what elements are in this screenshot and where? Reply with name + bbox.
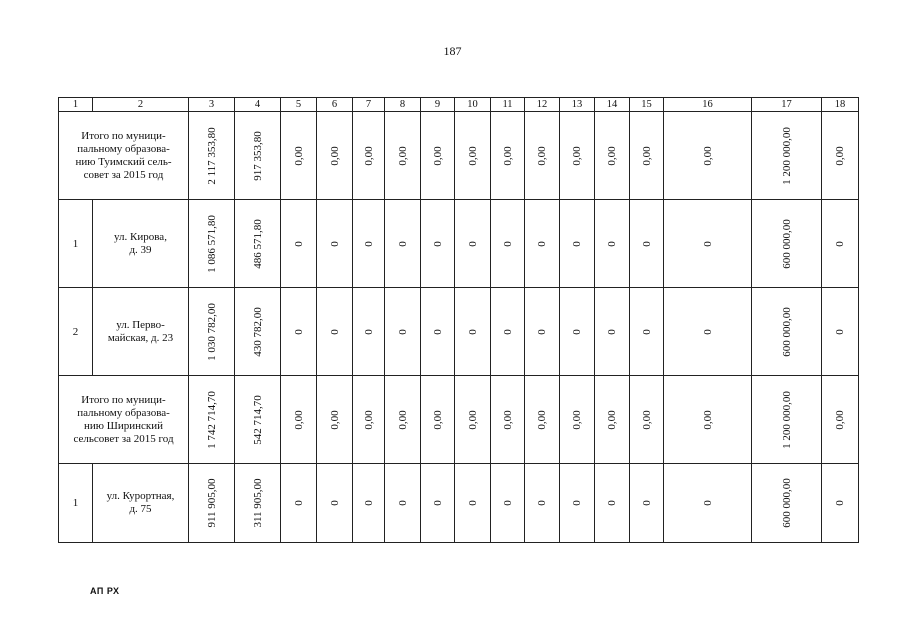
value-cell: [560, 288, 595, 376]
cell-value: 0: [571, 500, 583, 506]
value-cell: [317, 376, 353, 464]
value-cell: [491, 376, 525, 464]
item-row: [59, 464, 859, 543]
cell-value: 0,00: [431, 409, 444, 430]
value-cell: [455, 376, 491, 464]
value-cell: [752, 376, 822, 464]
cell-value: 0: [834, 328, 846, 335]
cell-value: 0: [396, 328, 409, 335]
cell-value: 0: [362, 328, 375, 335]
value-cell: [189, 464, 235, 543]
total-label: [59, 376, 189, 464]
value-cell: [317, 200, 353, 288]
value-cell: [630, 376, 664, 464]
report-table: [58, 97, 859, 543]
value-cell: [421, 464, 455, 543]
cell-value: 0,00: [501, 409, 514, 430]
value-cell: [421, 288, 455, 376]
row-number: 2: [59, 288, 93, 376]
column-header: 4: [235, 98, 281, 112]
address-cell: ул. Кирова, д. 39: [93, 200, 189, 288]
value-cell: [455, 112, 491, 200]
value-cell: [421, 376, 455, 464]
total-row: [59, 376, 859, 464]
cell-value: 0: [571, 240, 583, 247]
total-label: [59, 112, 189, 200]
cell-value: 0: [640, 328, 653, 335]
value-cell: [189, 376, 235, 464]
column-header: 8: [385, 98, 421, 112]
cell-value: 0,00: [571, 409, 583, 430]
cell-value: 0: [431, 500, 444, 506]
cell-value: 0: [571, 328, 583, 335]
value-cell: [595, 112, 630, 200]
value-cell: [822, 376, 859, 464]
value-cell: [385, 200, 421, 288]
column-header: 12: [525, 98, 560, 112]
value-cell: [664, 288, 752, 376]
column-header: 18: [822, 98, 859, 112]
value-cell: [595, 288, 630, 376]
value-cell: [455, 288, 491, 376]
value-cell: [353, 464, 385, 543]
cell-value: 600 000,00: [780, 306, 793, 357]
cell-value: 0,00: [536, 409, 548, 430]
column-header: 10: [455, 98, 491, 112]
value-cell: [630, 464, 664, 543]
value-cell: [664, 464, 752, 543]
cell-value: 0: [536, 328, 548, 335]
cell-value: 0,00: [701, 409, 714, 430]
column-header: 5: [281, 98, 317, 112]
cell-value: 0: [536, 500, 548, 506]
cell-value: 486 571,80: [251, 218, 264, 269]
column-header: 9: [421, 98, 455, 112]
item-row: [59, 200, 859, 288]
value-cell: [525, 464, 560, 543]
row-number: 1: [59, 464, 93, 543]
column-header: 15: [630, 98, 664, 112]
value-cell: [525, 376, 560, 464]
value-cell: [189, 112, 235, 200]
column-number-row: [59, 98, 859, 112]
value-cell: [235, 376, 281, 464]
cell-value: 1 200 000,00: [780, 126, 793, 185]
value-cell: [385, 464, 421, 543]
item-row: [59, 288, 859, 376]
cell-value: 0: [834, 240, 846, 247]
value-cell: [525, 112, 560, 200]
cell-value: 0: [292, 328, 305, 335]
total-label-text: Итого по муници- пальному образова- нию Ширинский сельсовет за 2015 год: [73, 393, 174, 445]
value-cell: [281, 112, 317, 200]
value-cell: [560, 112, 595, 200]
cell-value: 0,00: [466, 145, 479, 166]
column-header: 13: [560, 98, 595, 112]
cell-value: 0: [362, 500, 375, 506]
cell-value: 0: [701, 328, 714, 335]
value-cell: [664, 112, 752, 200]
value-cell: [189, 288, 235, 376]
cell-value: 1 200 000,00: [780, 390, 793, 449]
value-cell: [317, 464, 353, 543]
cell-value: 542 714,70: [251, 394, 264, 445]
total-label-text: Итого по муници- пальному образова- нию Туимский сель- совет за 2015 год: [75, 129, 172, 181]
value-cell: [189, 200, 235, 288]
cell-value: 311 905,00: [251, 478, 264, 528]
cell-value: 0,00: [396, 409, 409, 430]
column-header: 2: [93, 98, 189, 112]
cell-value: 0: [640, 500, 653, 506]
column-header: 17: [752, 98, 822, 112]
value-cell: [491, 112, 525, 200]
value-cell: [281, 464, 317, 543]
column-header: 1: [59, 98, 93, 112]
cell-value: 0,00: [396, 145, 409, 166]
value-cell: [235, 200, 281, 288]
value-cell: [560, 464, 595, 543]
value-cell: [664, 376, 752, 464]
archive-stamp: АП РХ: [90, 586, 120, 596]
cell-value: 0: [328, 328, 341, 335]
cell-value: 0: [701, 500, 714, 506]
value-cell: [385, 112, 421, 200]
column-header: 3: [189, 98, 235, 112]
value-cell: [595, 464, 630, 543]
value-cell: [630, 288, 664, 376]
cell-value: 911 905,00: [205, 478, 218, 528]
value-cell: [491, 200, 525, 288]
value-cell: [630, 112, 664, 200]
column-header: 11: [491, 98, 525, 112]
cell-value: 917 353,80: [251, 130, 264, 181]
cell-value: 600 000,00: [780, 478, 793, 528]
cell-value: 0,00: [362, 409, 375, 430]
value-cell: [353, 288, 385, 376]
cell-value: 0: [362, 240, 375, 247]
cell-value: 0: [501, 240, 514, 247]
cell-value: 0,00: [292, 409, 305, 430]
value-cell: [752, 200, 822, 288]
cell-value: 0,00: [536, 145, 548, 166]
value-cell: [317, 288, 353, 376]
value-cell: [385, 376, 421, 464]
cell-value: 0,00: [292, 145, 305, 166]
value-cell: [525, 200, 560, 288]
cell-value: 0: [701, 240, 714, 247]
value-cell: [317, 112, 353, 200]
cell-value: 0,00: [501, 145, 514, 166]
cell-value: 0: [431, 240, 444, 247]
cell-value: 0,00: [834, 145, 846, 166]
value-cell: [353, 376, 385, 464]
address-cell: ул. Курортная, д. 75: [93, 464, 189, 543]
cell-value: 0,00: [466, 409, 479, 430]
cell-value: 0,00: [640, 145, 653, 166]
column-header: 16: [664, 98, 752, 112]
value-cell: [752, 464, 822, 543]
cell-value: 0: [292, 240, 305, 247]
value-cell: [455, 464, 491, 543]
cell-value: 600 000,00: [780, 218, 793, 269]
address-cell: ул. Перво- майская, д. 23: [93, 288, 189, 376]
value-cell: [235, 112, 281, 200]
value-cell: [822, 288, 859, 376]
value-cell: [664, 200, 752, 288]
cell-value: 2 117 353,80: [205, 126, 218, 185]
cell-value: 0: [292, 500, 305, 506]
column-header: 6: [317, 98, 353, 112]
column-header: 14: [595, 98, 630, 112]
value-cell: [491, 464, 525, 543]
value-cell: [560, 200, 595, 288]
cell-value: 0: [501, 500, 514, 506]
value-cell: [560, 376, 595, 464]
cell-value: 0,00: [328, 409, 341, 430]
column-header: 7: [353, 98, 385, 112]
cell-value: 0,00: [606, 409, 618, 430]
value-cell: [822, 112, 859, 200]
cell-value: 0,00: [701, 145, 714, 166]
cell-value: 0,00: [834, 409, 846, 430]
value-cell: [281, 376, 317, 464]
value-cell: [421, 200, 455, 288]
cell-value: 0: [834, 500, 846, 506]
cell-value: 0: [328, 500, 341, 506]
value-cell: [353, 112, 385, 200]
value-cell: [281, 288, 317, 376]
value-cell: [235, 288, 281, 376]
value-cell: [752, 112, 822, 200]
value-cell: [595, 200, 630, 288]
cell-value: 0: [640, 240, 653, 247]
cell-value: 0: [501, 328, 514, 335]
cell-value: 0,00: [328, 145, 341, 166]
value-cell: [491, 288, 525, 376]
cell-value: 0: [328, 240, 341, 247]
value-cell: [752, 288, 822, 376]
value-cell: [235, 464, 281, 543]
cell-value: 0: [431, 328, 444, 335]
cell-value: 0: [606, 240, 618, 247]
value-cell: [385, 288, 421, 376]
cell-value: 1 742 714,70: [205, 390, 218, 449]
total-row: [59, 112, 859, 200]
value-cell: [525, 288, 560, 376]
value-cell: [822, 464, 859, 543]
value-cell: [595, 376, 630, 464]
row-number: 1: [59, 200, 93, 288]
cell-value: 0: [466, 328, 479, 335]
value-cell: [353, 200, 385, 288]
value-cell: [281, 200, 317, 288]
cell-value: 0: [466, 500, 479, 506]
value-cell: [455, 200, 491, 288]
cell-value: 0: [606, 328, 618, 335]
cell-value: 0: [466, 240, 479, 247]
value-cell: [630, 200, 664, 288]
cell-value: 0,00: [362, 145, 375, 166]
cell-value: 0: [606, 500, 618, 506]
cell-value: 0: [396, 240, 409, 247]
cell-value: 0: [536, 240, 548, 247]
cell-value: 0,00: [571, 145, 583, 166]
cell-value: 0,00: [431, 145, 444, 166]
cell-value: 1 086 571,80: [205, 214, 218, 273]
cell-value: 430 782,00: [251, 306, 264, 357]
cell-value: 0: [396, 500, 409, 506]
cell-value: 0,00: [640, 409, 653, 430]
page-number: 187: [443, 44, 462, 58]
cell-value: 1 030 782,00: [205, 302, 218, 361]
cell-value: 0,00: [606, 145, 618, 166]
value-cell: [421, 112, 455, 200]
value-cell: [822, 200, 859, 288]
